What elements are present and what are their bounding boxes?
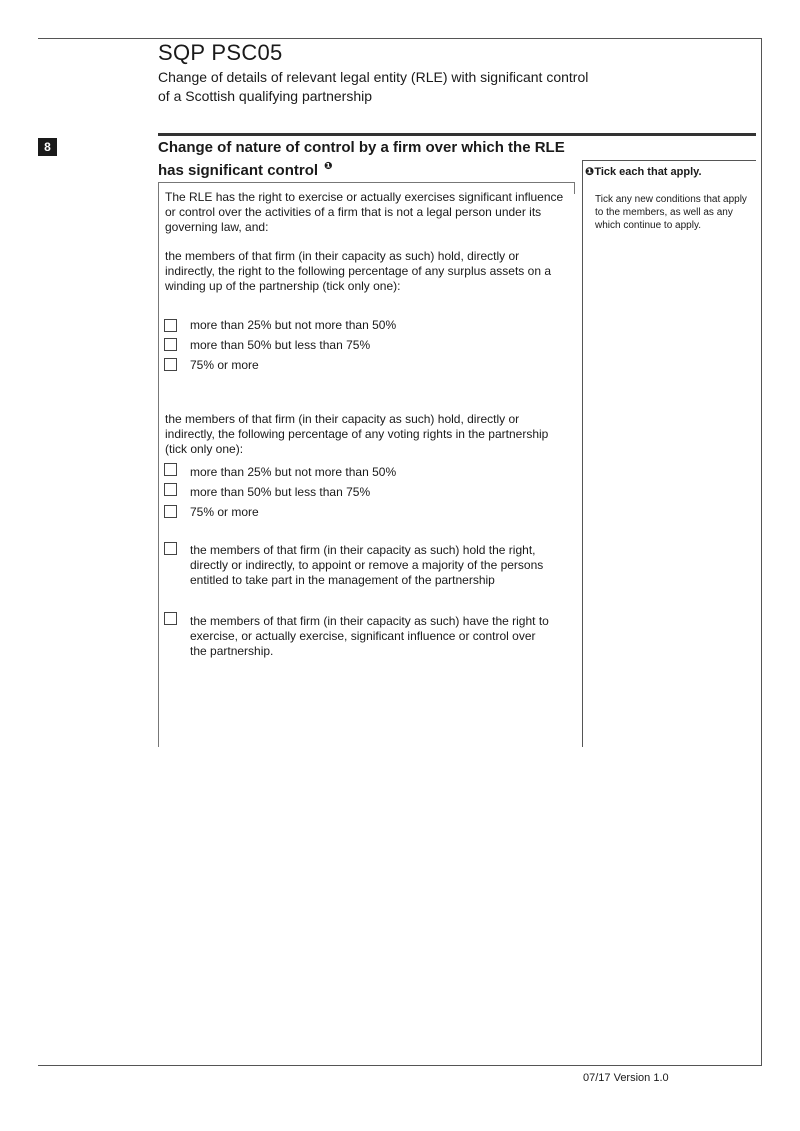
section-title (158, 138, 578, 180)
voting-question: the members of that firm (in their capacity as such) hold, directly or indirectly, the following percentage of any voting rights in the partnership (tick only one): (165, 412, 549, 456)
influence-checkbox[interactable] (164, 612, 177, 625)
assets-option-3-checkbox[interactable] (164, 358, 177, 371)
section-number-badge: 8 (38, 138, 57, 156)
main-box-left-rule (158, 182, 159, 747)
section-rule (158, 133, 756, 136)
voting-option-1-checkbox[interactable] (164, 463, 177, 476)
page-right-rule (761, 38, 762, 1066)
influence-label: the members of that firm (in their capacity as such) have the right to exercise, or actually exercise, significant influence or control over the partnership. (190, 614, 549, 658)
section-title-line1: Change of nature of control by a firm over which the RLE (158, 139, 565, 156)
note-top-rule (582, 160, 756, 161)
main-box-top-rule (158, 182, 574, 183)
note-title: ❶Tick each that apply. (585, 166, 702, 178)
footer-rule (38, 1065, 762, 1066)
note-text: Tick any new conditions that apply to the members, as well as any which continue to apply. (595, 194, 747, 231)
form-title-line1: Change of details of relevant legal entity (RLE) with significant control (158, 69, 589, 85)
header-top-rule (38, 38, 762, 39)
form-title (158, 68, 618, 106)
section-title-line2-wrap (158, 157, 578, 180)
intro-text: The RLE has the right to exercise or actually exercises significant influence or control over the activities of a firm that is not a legal person under its governing law, and: (165, 190, 564, 234)
assets-option-1-label: more than 25% but not more than 50% (190, 318, 397, 332)
assets-option-2-checkbox[interactable] (164, 338, 177, 351)
note-marker-icon: ❶ (324, 161, 333, 172)
voting-option-1-label: more than 25% but not more than 50% (190, 465, 397, 479)
assets-option-3-label: 75% or more (190, 358, 259, 372)
appoint-label: the members of that firm (in their capacity as such) hold the right, directly or indirectly, to appoint or remove a majority of the persons entitled to take part in the management of the partnership (190, 543, 544, 587)
section-title-line2: has significant control (158, 162, 319, 179)
assets-option-2-label: more than 50% but less than 75% (190, 338, 371, 352)
appoint-checkbox[interactable] (164, 542, 177, 555)
assets-question: the members of that firm (in their capacity as such) hold, directly or indirectly, the right to the following percentage of any surplus assets on a winding up of the partnership (tick only one): (165, 249, 551, 293)
voting-option-3-label: 75% or more (190, 505, 259, 519)
voting-option-2-label: more than 50% but less than 75% (190, 485, 371, 499)
voting-option-2-checkbox[interactable] (164, 483, 177, 496)
form-title-line2: of a Scottish qualifying partnership (158, 88, 373, 104)
form-code: SQP PSC05 (158, 40, 283, 65)
version-footer: 07/17 Version 1.0 (583, 1072, 669, 1084)
voting-option-3-checkbox[interactable] (164, 505, 177, 518)
assets-option-1-checkbox[interactable] (164, 319, 177, 332)
note-left-rule (582, 160, 583, 747)
main-box-right-tick (574, 182, 575, 194)
